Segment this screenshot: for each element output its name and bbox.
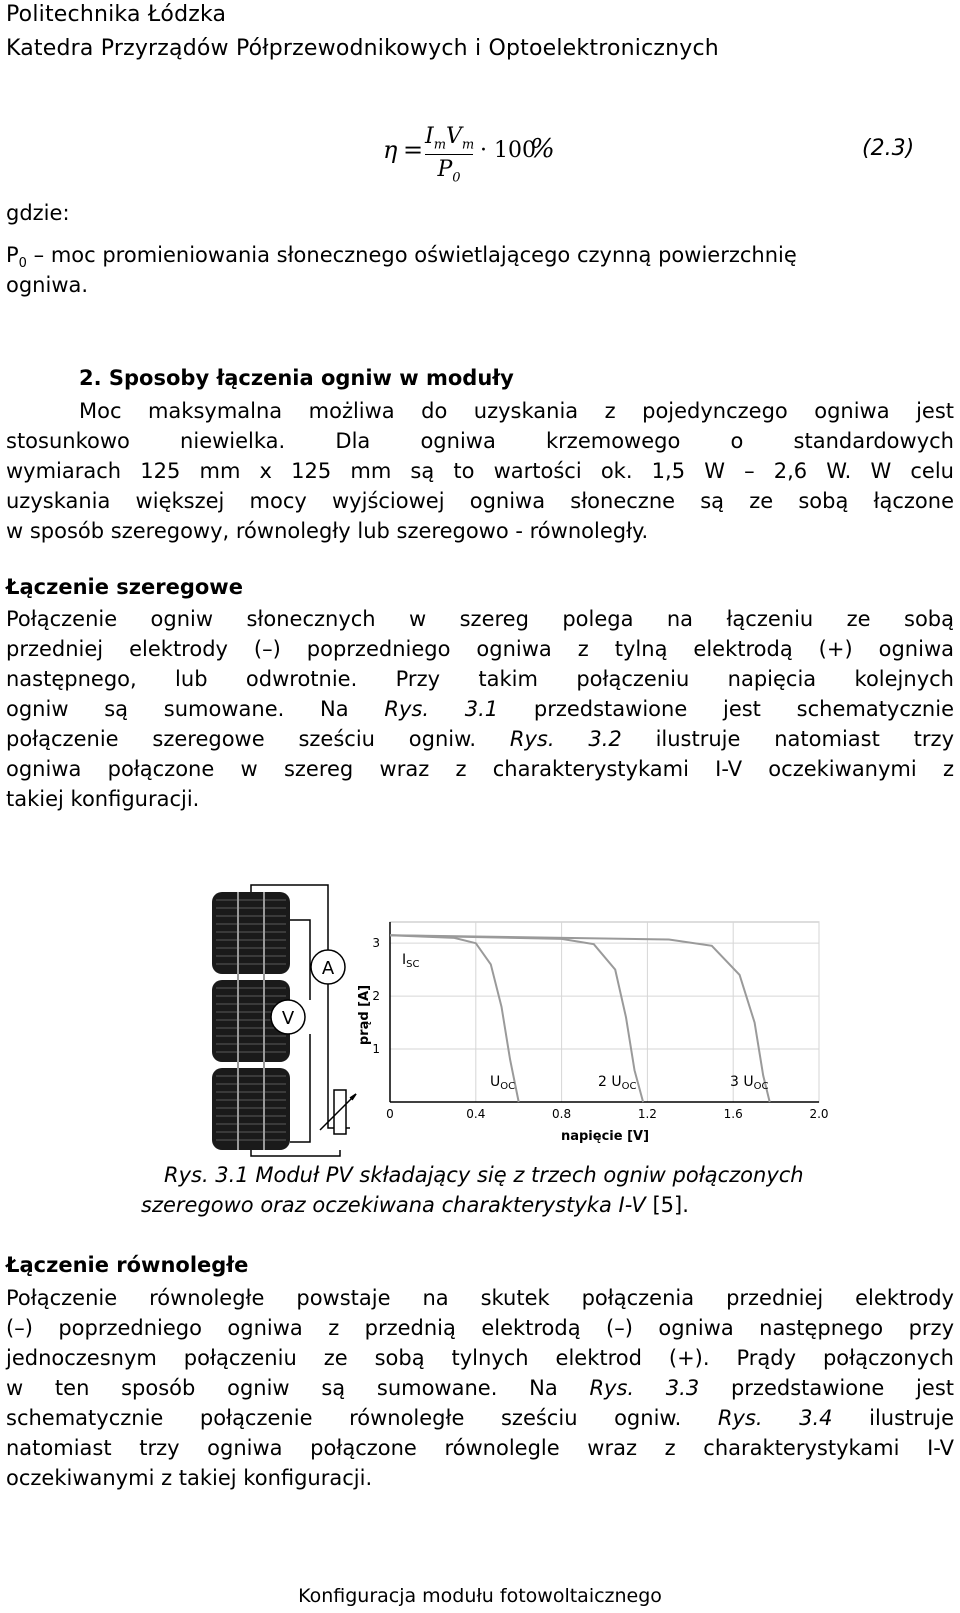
p0-definition: $P_0$ – moc promieniowania słonecznego oświetlającego czynną powierzchnię ogniwa.: [6, 243, 797, 297]
chart-y-label: prąd [A]: [357, 984, 372, 1046]
voltmeter-label: V: [281, 1008, 295, 1029]
solar-cell-3: [212, 1068, 290, 1150]
equation-denominator: $P_0$: [437, 157, 461, 186]
chart-label-uoc3: 3 $U_{OC}$: [730, 1074, 769, 1092]
section-paragraph: Moc maksymalna możliwa do uzyskania z pojedynczego ogniwa jest stosunkowo niewielka. Dla ogniwa krzemowego o standardowych wymiarach 125 mm x 125 mm są to wartości ok. 1,5 W – 2,6 W. W celu uzyskania większej mocy wyjściowej ogniwa słoneczne są ze sobą łączone w sposób szeregowy, równoległy lub szeregowo - równoległy.: [6, 399, 954, 543]
iv-chart: [357, 922, 829, 1144]
equation-number: (2.3): [862, 136, 915, 161]
voltmeter: [271, 1000, 305, 1034]
chart-x-tick-label: 0.4: [466, 1107, 486, 1121]
chart-label-uoc2: 2 $U_{OC}$: [598, 1074, 637, 1092]
parallel-heading: Łączenie równoległe: [6, 1253, 249, 1277]
figure-caption-line2: szeregowo oraz oczekiwana charakterystyka I-V [5].: [141, 1193, 689, 1217]
gdzie-label: gdzie:: [6, 201, 70, 225]
page-footer: Konfiguracja modułu fotowoltaicznego: [298, 1585, 662, 1607]
solar-cell-1: [212, 892, 290, 974]
equation-fraction: [425, 124, 473, 185]
equation-equals: =: [403, 136, 424, 164]
chart-x-tick-label: 2.0: [809, 1107, 829, 1121]
chart-x-tick-label: 1.2: [637, 1107, 657, 1121]
chart-y-tick-label: 3: [372, 936, 380, 951]
chart-y-tick-label: 2: [372, 989, 380, 1004]
series-heading: Łączenie szeregowe: [6, 575, 243, 599]
chart-label-isc: $I_{SC}$: [402, 952, 420, 970]
chart-x-label: napięcie [V]: [560, 1129, 650, 1144]
ammeter: [311, 950, 345, 984]
chart-y-tick-label: 1: [372, 1042, 380, 1057]
header-university: Politechnika Łódzka: [6, 2, 227, 27]
equation-percent: %: [530, 134, 555, 164]
section-heading: 2. Sposoby łączenia ogniw w moduły: [79, 366, 514, 390]
series-paragraph: Połączenie ogniw słonecznych w szereg polega na łączeniu ze sobą przedniej elektrody (–) poprzedniego ogniwa z tylną elektrodą (+) ogniwa następnego, lub odwrotnie. Przy takim połączeniu napięcia kolejnych ogniw są sumowane. Na Rys. 3.1 przedstawione jest schematycznie połączenie szeregowe sześciu ogniw. Rys. 3.2 ilustruje natomiast trzy ogniwa połączone w szereg wraz z charakterystykami I-V oczekiwanymi z takiej konfiguracji.: [6, 607, 954, 811]
figure-caption-line1: Rys. 3.1 Moduł PV składający się z trzech ogniw połączonych: [164, 1163, 804, 1187]
header-department: Katedra Przyrządów Półprzewodnikowych i Optoelektronicznych: [6, 36, 719, 61]
ammeter-label: A: [321, 958, 335, 979]
figure-pv-module: [200, 880, 850, 1160]
parallel-paragraph: Połączenie równoległe powstaje na skutek połączenia przedniej elektrody (–) poprzedniego ogniwa z przednią elektrodą (–) ogniwa następnego przy jednoczesnym połączeniu ze sobą tylnych elektrod (+). Prądy połączonych w ten sposób ogniw są sumowane. Na Rys. 3.3 przedstawione jest schematycznie połączenie równoległe sześciu ogniw. Rys. 3.4 ilustruje natomiast trzy ogniwa połączone równolegle wraz z charakterystykami I-V oczekiwanymi z takiej konfiguracji.: [6, 1286, 954, 1490]
chart-x-tick-label: 1.6: [723, 1107, 743, 1121]
equation-factor: · 100: [480, 138, 536, 163]
chart-label-uoc1: $U_{OC}$: [490, 1074, 516, 1092]
chart-x-tick-label: 0.8: [552, 1107, 572, 1121]
chart-x-tick-label: 0: [386, 1107, 394, 1121]
equation-eta: η: [383, 136, 398, 164]
equation-numerator: $I_mV_m$: [425, 124, 475, 153]
